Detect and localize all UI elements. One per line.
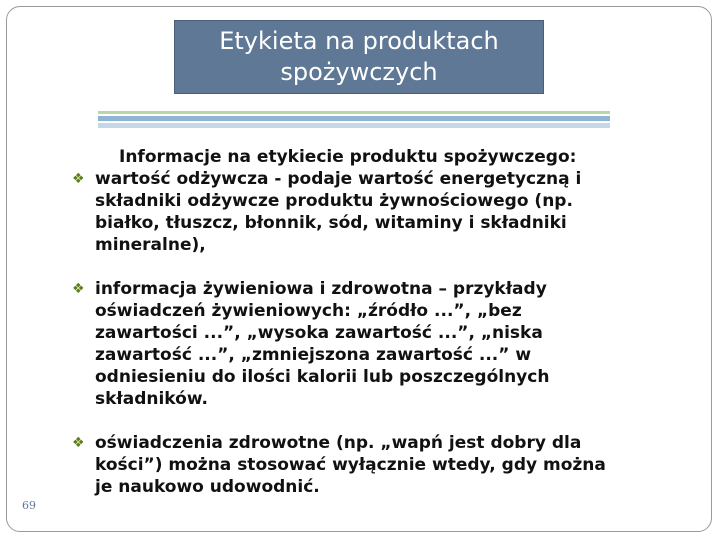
slide-title-line-2: spożywczych [280,58,438,86]
page-number: 69 [22,499,36,512]
slide-title [174,20,544,94]
list-item-line: kości”) można stosować wyłącznie wtedy, gdy można [95,455,606,475]
list-item-line: składniki odżywcze produktu żywnościowego (np. [95,191,573,211]
slide-content [72,146,632,498]
list-item-line: zawartości ...”, „wysoka zawartość ...”, „niska [95,323,543,343]
list-item-line: odniesieniu do ilości kalorii lub poszczególnych [95,367,550,387]
list-item-line: je naukowo udowodnić. [95,477,320,497]
list-item-line: oświadczenia zdrowotne (np. „wapń jest dobry dla [95,433,582,453]
list-item-line: zawartość ...”, „zmniejszona zawartość ...” w [95,345,532,365]
diamond-bullet-icon: ❖ [72,171,85,187]
decorative-bar-green [98,111,610,114]
diamond-bullet-icon: ❖ [72,281,85,297]
list-item [72,278,632,410]
list-item [72,168,632,256]
intro-text: Informacje na etykiecie produktu spożywczego: [119,147,577,167]
diamond-bullet-icon: ❖ [72,435,85,451]
list-item-line: oświadczeń żywieniowych: „źródło ...”, „bez [95,301,522,321]
list-item [72,432,632,498]
decorative-bar-blue [98,116,610,121]
decorative-bar-light-blue [98,123,610,128]
list-item-line: mineralne), [95,235,206,255]
slide-title-line-1: Etykieta na produktach [219,27,499,55]
list-item-line: wartość odżywcza - podaje wartość energetyczną i [95,169,582,189]
list-item-line: składników. [95,389,208,409]
list-item-line: białko, tłuszcz, błonnik, sód, witaminy i składniki [95,213,567,233]
list-item-line: informacja żywieniowa i zdrowotna – przykłady [95,279,547,299]
